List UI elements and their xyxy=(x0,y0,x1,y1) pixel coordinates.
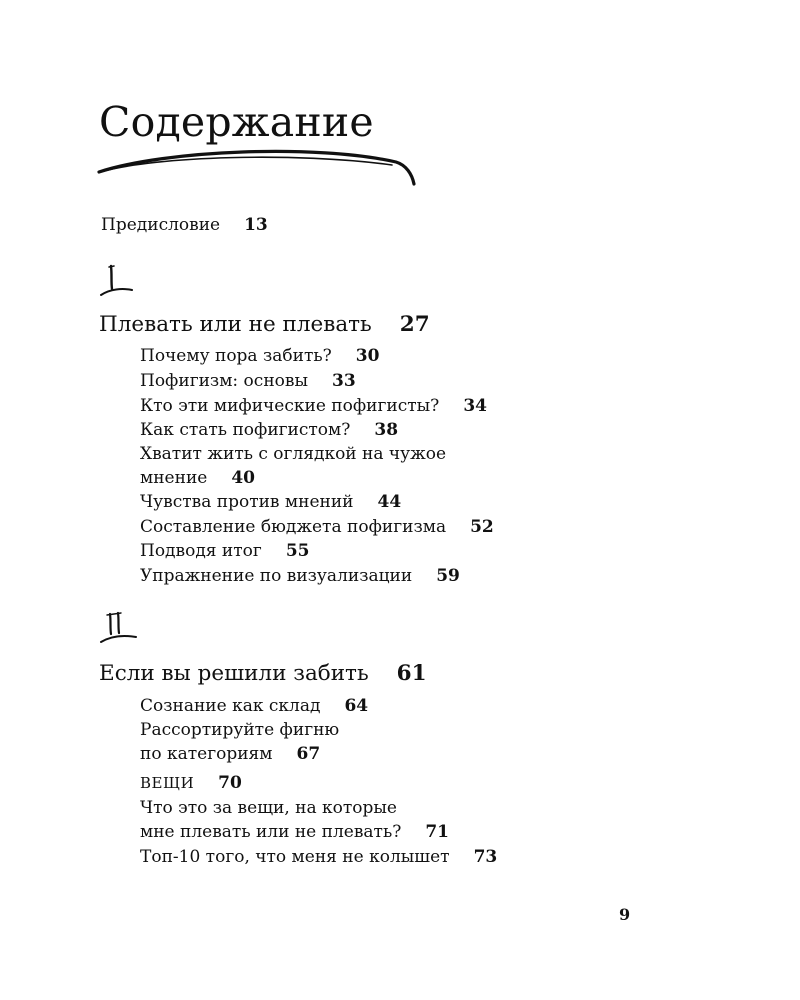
page-title: Содержание xyxy=(99,98,374,146)
toc-item-page: 52 xyxy=(470,517,494,537)
toc-item-label: Подводя итог xyxy=(140,541,262,561)
toc-item-page: 30 xyxy=(355,346,380,366)
toc-entry-label: Предисловие xyxy=(101,215,221,235)
toc-entry-page: 13 xyxy=(244,215,268,235)
toc-item-label: Составление бюджета пофигизма xyxy=(140,517,447,537)
toc-item-label: Сознание как склад xyxy=(140,696,321,716)
toc-item-page: 59 xyxy=(436,566,460,586)
toc-item[interactable] xyxy=(140,344,379,368)
toc-item-page: 33 xyxy=(331,371,356,391)
toc-item-label-continued: мне плевать или не плевать? xyxy=(140,822,402,842)
toc-item-label: Хватит жить с оглядкой на чужое xyxy=(140,444,447,464)
toc-item-label: Рассортируйте фигню xyxy=(140,720,340,740)
toc-item-page: 64 xyxy=(344,696,369,716)
toc-item[interactable] xyxy=(140,418,398,442)
toc-item[interactable] xyxy=(140,694,368,718)
toc-item-page: 71 xyxy=(425,822,449,842)
toc-chapter-part-one[interactable] xyxy=(99,312,430,337)
toc-item-label: Кто эти мифические пофигисты? xyxy=(140,396,440,416)
toc-chapter-part-two[interactable] xyxy=(99,661,427,686)
chapter-page: 27 xyxy=(399,312,430,337)
chapter-label: Плевать или не плевать xyxy=(99,312,372,337)
toc-item-label: Упражнение по визуализации xyxy=(140,566,413,586)
toc-item-page: 44 xyxy=(377,492,402,512)
toc-item-page: 73 xyxy=(473,847,498,867)
chapter-label: Если вы решили забить xyxy=(99,661,369,686)
toc-item-label: Чувства против мнений xyxy=(140,492,354,512)
toc-item-label-continued: мнение xyxy=(140,468,208,488)
chapter-page: 61 xyxy=(396,661,427,686)
toc-item[interactable] xyxy=(140,771,242,795)
toc-item[interactable] xyxy=(140,394,487,418)
toc-item-label: ВЕЩИ xyxy=(140,774,195,792)
title-swash-decoration xyxy=(96,146,421,190)
toc-item[interactable] xyxy=(140,539,309,563)
toc-item-label: Почему пора забить? xyxy=(140,346,332,366)
toc-item[interactable] xyxy=(140,515,494,539)
part-two-numeral-mark xyxy=(98,610,142,650)
toc-item-label-continued: по категориям xyxy=(140,744,273,764)
toc-item-label: Как стать пофигистом? xyxy=(140,420,351,440)
toc-item[interactable] xyxy=(140,845,497,869)
toc-entry-preface[interactable] xyxy=(101,215,268,235)
toc-item-label: Пофигизм: основы xyxy=(140,371,308,391)
toc-item-page: 38 xyxy=(374,420,399,440)
toc-item[interactable] xyxy=(140,490,401,514)
page-number: 9 xyxy=(619,905,631,924)
toc-item-page: 70 xyxy=(218,773,242,793)
toc-item-page: 40 xyxy=(231,468,256,488)
toc-item[interactable] xyxy=(140,564,460,588)
toc-item-page: 34 xyxy=(463,396,487,416)
toc-item[interactable] xyxy=(140,442,446,490)
toc-item[interactable] xyxy=(140,718,339,766)
toc-item-page: 67 xyxy=(296,744,321,764)
toc-item-label: Топ-10 того, что меня не колышет xyxy=(140,847,450,867)
toc-item[interactable] xyxy=(140,369,356,393)
toc-item[interactable] xyxy=(140,796,449,844)
toc-item-page: 55 xyxy=(285,541,310,561)
part-one-numeral-mark xyxy=(98,262,138,302)
toc-item-label: Что это за вещи, на которые xyxy=(140,798,397,818)
